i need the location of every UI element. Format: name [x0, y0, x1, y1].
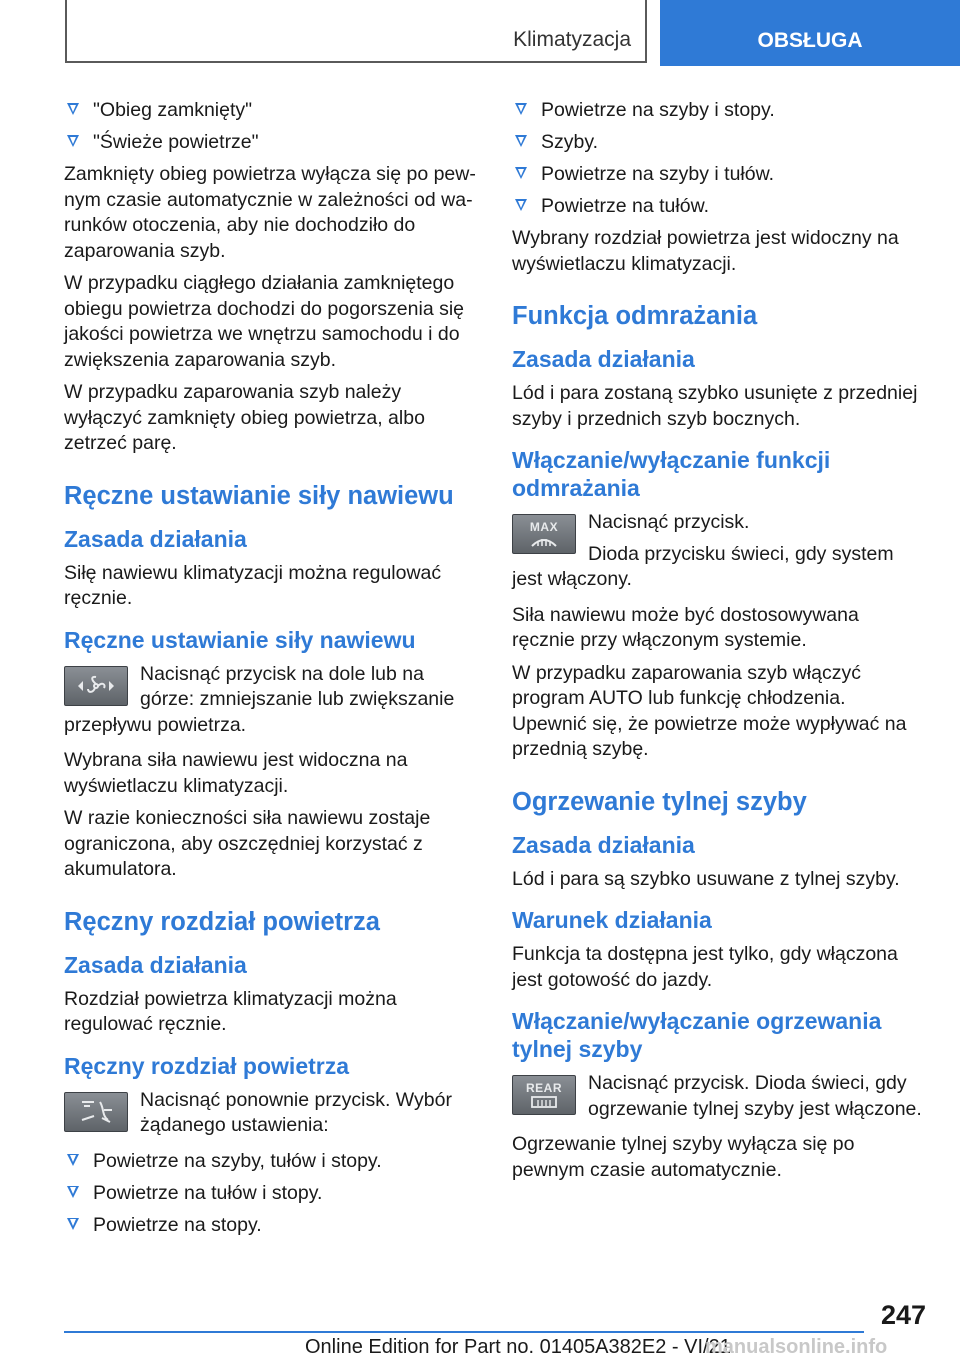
paragraph: Siłę nawiewu klimatyzacji można regulować ręcznie.	[64, 561, 442, 609]
watermark: manualsonline.info	[705, 1336, 888, 1358]
paragraph: Wybrany rozdział powietrza jest widoczny na wyświetlaczu klimatyzacji.	[512, 227, 899, 275]
paragraph: Ogrzewanie tylnej szyby wyłącza się po pewnym czasie automatycznie.	[512, 1133, 855, 1181]
paragraph: Lód i para są szybko usuwane z tylnej szyby.	[512, 867, 900, 890]
bullet-triangle-icon	[515, 199, 527, 211]
bullet-list-circulation	[64, 98, 476, 156]
edition-footer: Online Edition for Part no. 01405A382E2 - VI/21	[305, 1336, 731, 1358]
paragraph: Nacisnąć przycisk. Dioda świeci, gdy ogrzewanie tylnej szyby jest włączone.	[588, 1072, 922, 1120]
paragraph: W razie konieczności siła nawiewu zostaje ograniczona, aby oszczędniej korzystać z akumulatora.	[64, 807, 431, 880]
footer-divider	[64, 1331, 864, 1333]
paragraph: Nacisnąć ponownie przycisk. Wybór żądanego ustawienia:	[140, 1088, 452, 1136]
header-frame	[65, 0, 647, 63]
rear-defrost-icon: REAR	[512, 1075, 576, 1115]
bullet-triangle-icon	[515, 135, 527, 147]
fan-button-icon	[64, 666, 128, 706]
paragraph: Rozdział powietrza klimatyzacji można regulować ręcznie.	[64, 987, 397, 1035]
rear-button-row	[512, 1071, 924, 1122]
list-item: Powietrze na szyby, tułów i stopy.	[64, 1149, 476, 1175]
paragraph: W przypadku zaparowania szyb włączyć program AUTO lub funkcję chłodzenia. Upewnić się, że powietrze może wypływać na przednią szybę.	[512, 661, 907, 760]
paragraph: W przypadku ciągłego działania zamkniętego obiegu powietrza dochodzi do pogorszenia się jakości powietrza we wnętrzu samochodu i do zwiększenia zaparowania szyb.	[64, 272, 465, 371]
list-item: "Świeże powietrze"	[64, 130, 476, 156]
heading-fan: Ręczne ustawianie siły nawiewu	[64, 481, 454, 510]
heading-rear-heating: Ogrzewanie tylnej szyby	[512, 787, 807, 816]
bullet-list-distribution	[64, 1149, 476, 1239]
bullet-triangle-icon	[67, 135, 79, 147]
subheading: Zasada działania	[64, 951, 247, 978]
air-distribution-icon	[64, 1092, 128, 1132]
paragraph: W przypadku zaparowania szyb należy wyłączyć zamknięty obieg powietrza, albo zetrzeć parę.	[64, 381, 425, 454]
bullet-triangle-icon	[67, 1218, 79, 1230]
bullet-list-distribution-cont	[512, 98, 924, 220]
subheading: Zasada działania	[512, 831, 695, 858]
section-title: Klimatyzacja	[513, 28, 631, 51]
paragraph: Siła nawiewu może być dostosowywana ręcznie przy włączonym systemie.	[512, 603, 859, 651]
bullet-triangle-icon	[67, 1186, 79, 1198]
subheading: Włączanie/wyłączanie funkcji odmrażania	[512, 447, 831, 501]
paragraph: Funkcja ta dostępna jest tylko, gdy włączona jest gotowość do jazdy.	[512, 943, 898, 991]
list-item: Powietrze na tułów i stopy.	[64, 1181, 476, 1207]
list-item: Szyby.	[512, 130, 924, 156]
list-item: Powietrze na szyby i stopy.	[512, 98, 924, 124]
distribution-button-row	[64, 1088, 476, 1139]
max-button-row	[512, 510, 924, 593]
list-item: Powietrze na stopy.	[64, 1213, 476, 1239]
subheading: Ręczne ustawianie siły nawiewu	[64, 626, 416, 653]
paragraph: Wybrana siła nawiewu jest widoczna na wyświetlaczu klimatyzacji.	[64, 749, 408, 797]
bullet-triangle-icon	[515, 103, 527, 115]
right-column	[512, 98, 924, 1190]
list-item: Powietrze na tułów.	[512, 194, 924, 220]
fan-button-row	[64, 662, 476, 739]
paragraph: Lód i para zostaną szybko usunięte z przedniej szyby i przednich szyb bocznych.	[512, 382, 918, 430]
page-number: 247	[880, 1300, 926, 1330]
list-item: "Obieg zamknięty"	[64, 98, 476, 124]
paragraph: Nacisnąć przycisk.	[588, 511, 750, 533]
bullet-triangle-icon	[67, 103, 79, 115]
paragraph: Dioda przycisku świeci, gdy system jest włączony.	[512, 542, 894, 590]
max-defrost-icon: MAX	[512, 514, 576, 554]
subheading: Ręczny rozdział powietrza	[64, 1052, 350, 1079]
paragraph: Zamknięty obieg powietrza wyłącza się po pewnym czasie automatycznie w zależności od warunków otoczenia, aby nie dochodziło do zaparowania szyb.	[64, 163, 476, 262]
chapter-tab[interactable]: OBSŁUGA	[660, 0, 960, 66]
list-item: Powietrze na szyby i tułów.	[512, 162, 924, 188]
bullet-triangle-icon	[515, 167, 527, 179]
left-column	[64, 98, 476, 1245]
bullet-triangle-icon	[67, 1154, 79, 1166]
subheading: Zasada działania	[512, 346, 695, 372]
subheading: Włączanie/wyłączanie ogrzewania tylnej szyby	[512, 1008, 882, 1062]
heading-defrost: Funkcja odmrażania	[512, 302, 758, 330]
subheading: Warunek działania	[512, 907, 712, 933]
paragraph: Nacisnąć przycisk na dole lub na górze: zmniejszanie lub zwiększanie przepływu powietrza.	[64, 662, 455, 736]
subheading: Zasada działania	[64, 525, 247, 552]
page-header	[0, 0, 960, 66]
heading-distribution: Ręczny rozdział powietrza	[64, 907, 380, 936]
